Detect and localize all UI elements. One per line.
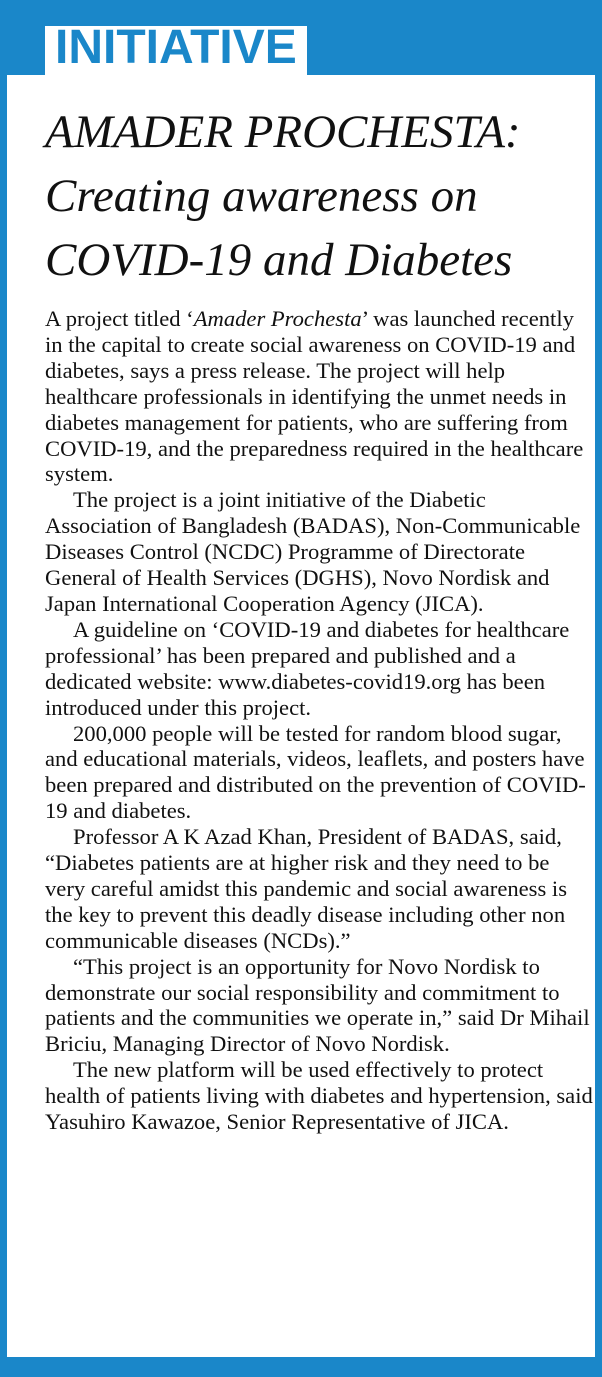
paragraph-2: The project is a joint initiative of the Diabetic Association of Bangladesh (BADAS), Non-Communicable Diseases Control (NCDC) Programme of Directorate General of Health Services (DGHS), Novo Nordisk and Japan International Cooperation Agency (JICA). xyxy=(45,487,581,616)
p1-rest: ’ was launched recently in the capital to create social awareness on COVID-19 and diabetes, says a press release. The project will help healthcare professionals in identifying the unmet needs in diabetes management for patients, who are suffering from COVID-19, and the preparedness required in the healthcare system. xyxy=(45,306,584,487)
headline-line-3: COVID-19 and Diabetes xyxy=(45,234,513,286)
paragraph-3: A guideline on ‘COVID-19 and diabetes for healthcare professional’ has been prepared and published and a dedicated website: www.diabetes-covid19.org has been introduced under this project. xyxy=(45,616,570,720)
paragraph-7: The new platform will be used effectively to protect health of patients living with diabetes and hypertension, said Yasuhiro Kawazoe, Senior Representative of JICA. xyxy=(45,1057,593,1135)
paragraph-5: Professor A K Azad Khan, President of BADAS, said, “Diabetes patients are at higher risk and they need to be very careful amidst this pandemic and social awareness is the key to prevent this deadly disease including other non communicable diseases (NCDs).” xyxy=(45,824,567,953)
bottom-color-band xyxy=(0,1357,602,1377)
project-title: Amader Prochesta xyxy=(193,306,362,331)
p1-lead: A project titled ‘ xyxy=(45,306,194,331)
section-label-box xyxy=(45,21,307,75)
headline-line-1: AMADER PROCHESTA: xyxy=(45,106,521,158)
article-body xyxy=(45,306,595,1135)
headline xyxy=(45,100,585,292)
section-label: INITIATIVE xyxy=(55,21,297,74)
paragraph-6: “This project is an opportunity for Novo Nordisk to demonstrate our social responsibility and commitment to patients and the communities we operate in,” said Dr Mihail Briciu, Managing Director of Novo Nordisk. xyxy=(45,953,590,1057)
paragraph-1 xyxy=(45,306,595,487)
paragraph-4: 200,000 people will be tested for random blood sugar, and educational materials, videos, leaflets, and posters have been prepared and distributed on the prevention of COVID-19 and diabetes. xyxy=(45,720,586,824)
headline-line-2: Creating awareness on xyxy=(45,170,478,222)
